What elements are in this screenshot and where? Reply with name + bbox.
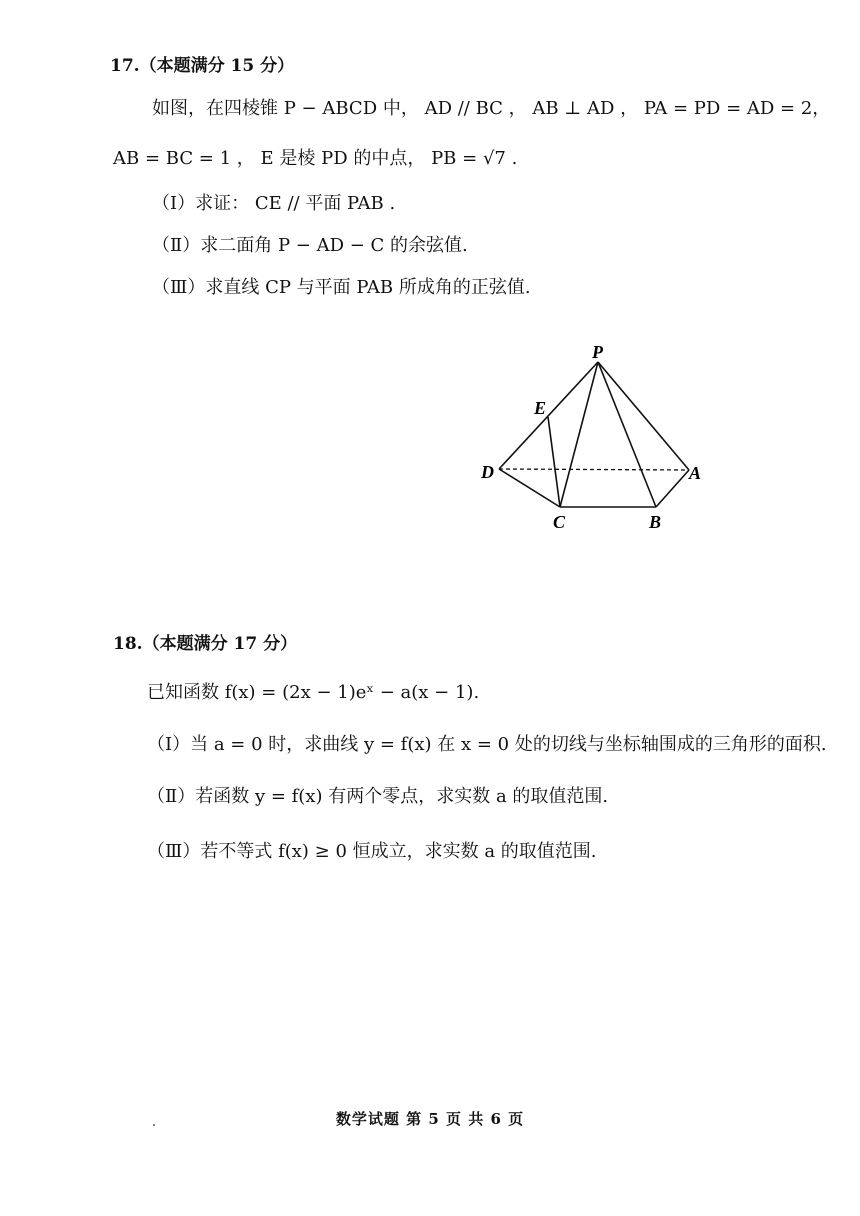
edge-PC xyxy=(560,362,598,507)
q17-stem-line1: 如图，在四棱锥 P − ABCD 中， AD // BC ， AB ⊥ AD ， PA = PD = AD = 2， xyxy=(152,98,831,119)
edge-EC xyxy=(548,417,560,507)
q17-part2: （Ⅱ）求二面角 P − AD − C 的余弦值. xyxy=(152,235,468,256)
pyramid-figure xyxy=(470,336,720,536)
q17-part3: （Ⅲ）求直线 CP 与平面 PAB 所成角的正弦值. xyxy=(152,277,531,298)
q17-part1: （Ⅰ）求证： CE // 平面 PAB . xyxy=(152,193,396,214)
q18-part3: （Ⅲ）若不等式 f(x) ≥ 0 恒成立，求实数 a 的取值范围. xyxy=(147,841,597,862)
label-B: B xyxy=(649,512,662,532)
edge-DA-hidden xyxy=(499,469,689,470)
q18-part2: （Ⅱ）若函数 y = f(x) 有两个零点，求实数 a 的取值范围. xyxy=(147,786,609,807)
page-footer: 数学试题 第 5 页 共 6 页 xyxy=(335,1110,525,1128)
edge-PB xyxy=(598,362,656,507)
edge-BA xyxy=(656,470,689,507)
label-P: P xyxy=(592,342,603,362)
q18-part1: （Ⅰ）当 a = 0 时，求曲线 y = f(x) 在 x = 0 处的切线与坐标轴围成的三角形的面积. xyxy=(147,734,827,755)
q17-stem-line2: AB = BC = 1 ， E 是棱 PD 的中点， PB = √7 . xyxy=(113,148,518,169)
edge-PD xyxy=(499,362,598,469)
label-E: E xyxy=(534,398,547,418)
edge-DC xyxy=(499,469,560,507)
edge-PA xyxy=(598,362,689,470)
label-C: C xyxy=(553,512,566,532)
label-A: A xyxy=(689,463,702,483)
q17-header: 17.（本题满分 15 分） xyxy=(110,56,295,76)
q18-header: 18.（本题满分 17 分） xyxy=(113,634,298,654)
label-D: D xyxy=(481,462,494,482)
q18-stem: 已知函数 f(x) = (2x − 1)eˣ − a(x − 1). xyxy=(147,682,480,703)
